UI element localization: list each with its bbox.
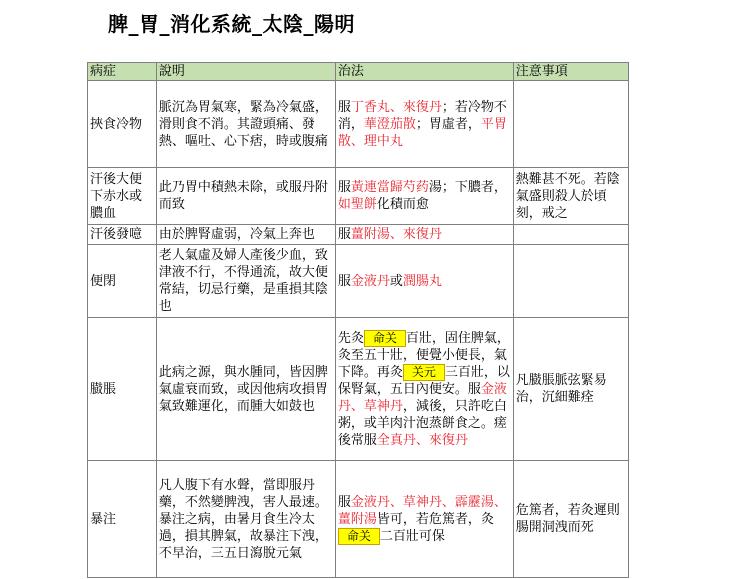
table-row bbox=[88, 245, 629, 318]
header-notes: 注意事項 bbox=[513, 63, 628, 81]
remedy-name: 華澄茄散 bbox=[363, 116, 416, 132]
treatment-text: 先灸 bbox=[337, 330, 364, 346]
treatment-text: 二百壯可保 bbox=[379, 528, 445, 544]
treatment-text: 服 bbox=[337, 99, 351, 115]
symptom-cell: 汗後發噫 bbox=[88, 225, 157, 245]
notes-cell bbox=[513, 225, 628, 245]
description-cell: 此乃胃中積熱未除，或服丹附而致 bbox=[156, 168, 335, 225]
acupoint-tag: 命关 bbox=[364, 330, 406, 347]
treatment-cell bbox=[335, 318, 513, 461]
treatment-cell bbox=[335, 245, 513, 318]
treatment-text: 服 bbox=[337, 273, 351, 289]
header-description: 說明 bbox=[156, 63, 335, 81]
treatment-text: 三百壯，以保腎氣，五日內便安。服 bbox=[337, 364, 510, 397]
table-row bbox=[88, 81, 629, 168]
treatment-cell bbox=[335, 225, 513, 245]
treatment-text: 皆可，若危篤者，灸 bbox=[376, 511, 494, 527]
notes-cell: 危篤者，若灸遲則腸開洞洩而死 bbox=[513, 461, 628, 578]
header-symptom: 病症 bbox=[88, 63, 157, 81]
remedy-name: 金液丹 bbox=[350, 273, 390, 289]
table-row bbox=[88, 461, 629, 578]
symptom-table bbox=[87, 62, 629, 578]
treatment-text: 百壯，固住脾氣，灸至五十壯，便覺小便長，氣下降。再灸 bbox=[337, 330, 510, 380]
treatment-cell bbox=[335, 168, 513, 225]
table-row bbox=[88, 318, 629, 461]
remedy-name: 金液丹、草神丹 bbox=[337, 381, 507, 414]
symptom-cell: 臌脹 bbox=[88, 318, 157, 461]
treatment-text: 服 bbox=[337, 227, 351, 242]
treatment-text: ；若冷物不消， bbox=[337, 99, 507, 132]
table-header-row bbox=[88, 63, 629, 81]
table-row bbox=[88, 225, 629, 245]
document-title: 脾_胃_消化系統_太陰_陽明 bbox=[108, 12, 355, 36]
treatment-cell bbox=[335, 81, 513, 168]
treatment-text: 化積而愈 bbox=[376, 197, 429, 212]
treatment-cell bbox=[335, 461, 513, 578]
notes-cell: 凡臌脹脈弦緊易治，沉細難痊 bbox=[513, 318, 628, 461]
table-row bbox=[88, 168, 629, 225]
treatment-text: 湯；下膿者， bbox=[428, 180, 507, 195]
description-cell: 由於脾腎虛弱，冷氣上奔也 bbox=[156, 225, 335, 245]
notes-cell bbox=[513, 245, 628, 318]
remedy-name: 薑附湯、來復丹 bbox=[350, 227, 442, 242]
notes-cell: 熱難甚不死。若陰氣盛則殺人於頃刻，戒之 bbox=[513, 168, 628, 225]
treatment-text: 或 bbox=[389, 273, 403, 289]
remedy-name: 全真丹、來復丹 bbox=[376, 432, 468, 448]
treatment-text: 服 bbox=[337, 494, 351, 510]
symptom-cell: 便閉 bbox=[88, 245, 157, 318]
notes-cell bbox=[513, 81, 628, 168]
acupoint-tag: 命关 bbox=[338, 528, 380, 545]
description-cell: 老人氣虛及婦人產後少血，致津液不行，不得通流，故大便常結，切忌行藥，是重損其陰也 bbox=[156, 245, 335, 318]
remedy-name: 平胃散、理中丸 bbox=[337, 116, 507, 149]
header-treatment: 治法 bbox=[335, 63, 513, 81]
remedy-name: 丁香丸、來復丹 bbox=[350, 99, 442, 115]
remedy-name: 金液丹、草神丹、霹靂湯、薑附湯 bbox=[337, 494, 507, 527]
treatment-text: 服 bbox=[337, 180, 351, 195]
remedy-name: 如聖餅 bbox=[337, 197, 377, 212]
acupoint-tag: 关元 bbox=[403, 364, 445, 381]
remedy-name: 黃連當歸芍药 bbox=[350, 180, 429, 195]
treatment-text: ，減後，只許吃白粥，或羊肉汁泡蒸餅食之。瘥後常服 bbox=[337, 398, 507, 448]
symptom-cell: 挾食冷物 bbox=[88, 81, 157, 168]
symptom-cell: 汗後大便下赤水或膿血 bbox=[88, 168, 157, 225]
description-cell: 此病之源，與水腫同，皆因脾氣虛衰而致，或因他病攻損胃氣致難運化，而腫大如鼓也 bbox=[156, 318, 335, 461]
treatment-text: ；胃虛者， bbox=[415, 116, 481, 132]
description-cell: 脈沉為胃氣寒，緊為冷氣盛，滑則食不消。其證頭痛、發熱、嘔吐、心下痞，時或腹痛 bbox=[156, 81, 335, 168]
description-cell: 凡人腹下有水聲，當即服丹藥，不然變脾洩，害人最速。暴注之病，由暑月食生冷太過，損其脾氣，故暴注下洩，不早治，三五日瀉脫元氣 bbox=[156, 461, 335, 578]
symptom-cell: 暴注 bbox=[88, 461, 157, 578]
remedy-name: 潤腸丸 bbox=[402, 273, 442, 289]
